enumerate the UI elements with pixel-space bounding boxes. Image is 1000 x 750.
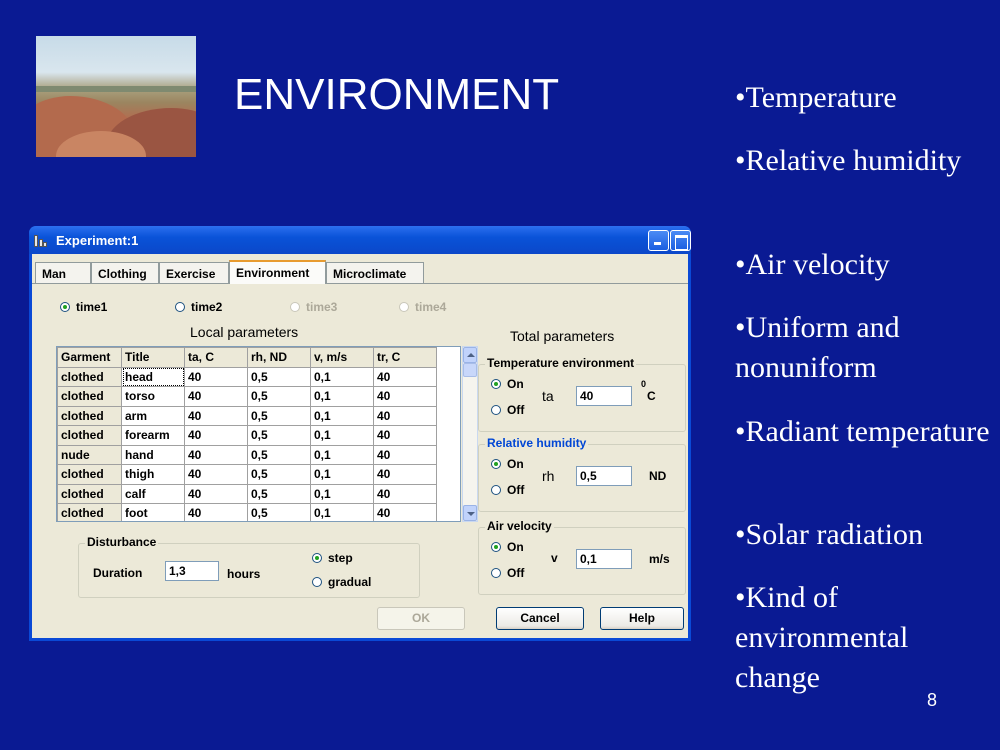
- ok-button[interactable]: OK: [377, 607, 465, 630]
- app-icon: [34, 233, 48, 247]
- velocity-unit: m/s: [649, 552, 670, 566]
- tab-man[interactable]: Man: [35, 262, 91, 283]
- temperature-label: Temperature environment: [487, 356, 635, 370]
- grid-cell[interactable]: clothed: [58, 426, 122, 446]
- bullet-item: •Radiant temperature: [735, 415, 990, 448]
- grid-cell[interactable]: 40: [185, 367, 248, 387]
- bullet-item: •Solar radiation: [735, 518, 923, 551]
- temperature-on-radio[interactable]: On: [491, 377, 524, 391]
- grid-cell[interactable]: 40: [374, 426, 437, 446]
- duration-units: hours: [227, 567, 261, 581]
- grid-cell[interactable]: 40: [374, 465, 437, 485]
- bullet-item: •Temperature: [735, 81, 897, 114]
- disturbance-group: [78, 535, 420, 598]
- humidity-group: [478, 436, 686, 512]
- temperature-off-radio[interactable]: Off: [491, 403, 524, 417]
- grid-column-header[interactable]: ta, C: [185, 348, 248, 368]
- temperature-group: [478, 356, 686, 432]
- page-number: 8: [927, 690, 938, 710]
- window-title: Experiment:1: [56, 233, 139, 248]
- radio-dot: [491, 485, 501, 495]
- humidity-on-radio[interactable]: On: [491, 457, 524, 471]
- grid-cell[interactable]: 0,1: [311, 504, 374, 523]
- radio-dot: [312, 577, 322, 587]
- radio-dot: [60, 302, 70, 312]
- humidity-label: Relative humidity: [487, 436, 587, 450]
- grid-cell[interactable]: 40: [185, 484, 248, 504]
- local-parameters-heading: Local parameters: [190, 324, 299, 340]
- bullet-item: •Relative humidity: [735, 144, 962, 177]
- time3-radio: time3: [290, 300, 337, 314]
- grid-header-row: [58, 348, 437, 368]
- radio-dot: [399, 302, 409, 312]
- grid-cell[interactable]: 0,5: [248, 367, 311, 387]
- radio-dot: [312, 553, 322, 563]
- radio-dot: [290, 302, 300, 312]
- grid-cell[interactable]: 40: [374, 484, 437, 504]
- slide-title: ENVIRONMENT: [234, 70, 560, 119]
- temperature-field[interactable]: 40: [576, 386, 632, 406]
- duration-label: Duration: [93, 566, 143, 580]
- grid-cell[interactable]: 0,1: [311, 406, 374, 426]
- table-row[interactable]: [58, 484, 437, 504]
- velocity-symbol: v: [551, 551, 558, 565]
- grid-cell[interactable]: 40: [185, 426, 248, 446]
- humidity-field[interactable]: 0,5: [576, 466, 632, 486]
- grid-cell[interactable]: 40: [374, 445, 437, 465]
- grid-column-header[interactable]: rh, ND: [248, 348, 311, 368]
- time4-radio: time4: [399, 300, 446, 314]
- radio-dot: [491, 405, 501, 415]
- velocity-group: [478, 519, 686, 595]
- radio-dot: [491, 459, 501, 469]
- grid-cell[interactable]: nude: [58, 445, 122, 465]
- grid-cell[interactable]: 0,1: [311, 445, 374, 465]
- grid-cell[interactable]: 0,5: [248, 406, 311, 426]
- grid-cell[interactable]: 0,5: [248, 387, 311, 407]
- tab-microclimate[interactable]: Microclimate: [326, 262, 424, 283]
- table-row[interactable]: [58, 426, 437, 446]
- table-row[interactable]: [58, 445, 437, 465]
- maximize-button[interactable]: [670, 230, 691, 251]
- grid-cell[interactable]: clothed: [58, 387, 122, 407]
- tab-strip: [32, 260, 688, 283]
- grid-cell[interactable]: clothed: [58, 367, 122, 387]
- grid-cell[interactable]: 40: [185, 465, 248, 485]
- velocity-off-radio[interactable]: Off: [491, 566, 524, 580]
- grid-cell[interactable]: arm: [122, 406, 185, 426]
- table-row[interactable]: [58, 465, 437, 485]
- local-parameters-grid[interactable]: [56, 346, 461, 522]
- time1-radio[interactable]: time1: [60, 300, 107, 314]
- grid-cell[interactable]: 0,5: [248, 484, 311, 504]
- grid-cell[interactable]: 40: [185, 406, 248, 426]
- grid-scrollbar[interactable]: [462, 346, 478, 522]
- grid-cell[interactable]: forearm: [122, 426, 185, 446]
- radio-dot: [491, 379, 501, 389]
- grid-cell[interactable]: torso: [122, 387, 185, 407]
- grid-column-header[interactable]: tr, C: [374, 348, 437, 368]
- grid-cell[interactable]: 0,1: [311, 465, 374, 485]
- radio-dot: [175, 302, 185, 312]
- grid-cell[interactable]: 40: [374, 367, 437, 387]
- grid-cell[interactable]: foot: [122, 504, 185, 523]
- tab-clothing[interactable]: Clothing: [91, 262, 159, 283]
- table-row[interactable]: [58, 406, 437, 426]
- grid-cell[interactable]: 0,5: [248, 504, 311, 523]
- humidity-unit: ND: [649, 469, 667, 483]
- tab-exercise[interactable]: Exercise: [159, 262, 229, 283]
- step-radio[interactable]: step: [312, 551, 353, 565]
- dialog-client: [32, 254, 688, 638]
- cancel-button[interactable]: Cancel: [496, 607, 584, 630]
- velocity-on-radio[interactable]: On: [491, 540, 524, 554]
- grid-column-header[interactable]: Garment: [58, 348, 122, 368]
- grid-cell[interactable]: 0,5: [248, 445, 311, 465]
- velocity-label: Air velocity: [487, 519, 552, 533]
- grid-column-header[interactable]: v, m/s: [311, 348, 374, 368]
- degree-superscript: 0: [641, 379, 647, 389]
- temperature-unit: C: [647, 389, 656, 403]
- grid-cell[interactable]: 0,1: [311, 367, 374, 387]
- grid-cell[interactable]: 0,5: [248, 426, 311, 446]
- bullet-item: •Kind of environmental change: [735, 581, 909, 694]
- velocity-field[interactable]: 0,1: [576, 549, 632, 569]
- scroll-thumb[interactable]: [463, 363, 477, 377]
- grid-cell[interactable]: clothed: [58, 484, 122, 504]
- grid-cell[interactable]: 40: [185, 387, 248, 407]
- landscape-photo: [36, 36, 196, 157]
- minimize-button[interactable]: [648, 230, 669, 251]
- bullet-item: •Uniform and nonuniform: [735, 311, 900, 384]
- scroll-down-icon[interactable]: [463, 505, 477, 521]
- radio-dot: [491, 542, 501, 552]
- help-button[interactable]: Help: [600, 607, 684, 630]
- table-row[interactable]: [58, 367, 437, 387]
- experiment-window: [29, 226, 691, 641]
- scroll-up-icon[interactable]: [463, 347, 477, 363]
- grid-cell[interactable]: 40: [185, 504, 248, 523]
- grid-cell[interactable]: thigh: [122, 465, 185, 485]
- grid-cell[interactable]: head: [122, 367, 185, 387]
- grid-cell[interactable]: 40: [185, 445, 248, 465]
- grid-cell[interactable]: 0,5: [248, 465, 311, 485]
- radio-dot: [491, 568, 501, 578]
- grid-cell[interactable]: hand: [122, 445, 185, 465]
- bullet-item: •Air velocity: [735, 248, 890, 281]
- tab-environment[interactable]: Environment: [229, 260, 326, 284]
- grid-cell[interactable]: calf: [122, 484, 185, 504]
- grid-cell[interactable]: 0,1: [311, 426, 374, 446]
- grid-cell[interactable]: 0,1: [311, 387, 374, 407]
- table-row[interactable]: [58, 387, 437, 407]
- disturbance-label: Disturbance: [87, 535, 157, 549]
- time2-radio[interactable]: time2: [175, 300, 222, 314]
- grid-cell[interactable]: 40: [374, 504, 437, 523]
- humidity-symbol: rh: [542, 468, 555, 484]
- grid-column-header[interactable]: Title: [122, 348, 185, 368]
- grid-cell[interactable]: clothed: [58, 504, 122, 523]
- grid-cell[interactable]: clothed: [58, 406, 122, 426]
- grid-cell[interactable]: 0,1: [311, 484, 374, 504]
- duration-field[interactable]: 1,3: [165, 561, 219, 581]
- grid-cell[interactable]: clothed: [58, 465, 122, 485]
- humidity-off-radio[interactable]: Off: [491, 483, 524, 497]
- grid-cell[interactable]: 40: [374, 387, 437, 407]
- title-bar[interactable]: [29, 226, 691, 254]
- gradual-radio[interactable]: gradual: [312, 575, 371, 589]
- temperature-symbol: ta: [542, 388, 554, 404]
- grid-cell[interactable]: 40: [374, 406, 437, 426]
- total-parameters-heading: Total parameters: [510, 328, 615, 344]
- table-row[interactable]: [58, 504, 437, 523]
